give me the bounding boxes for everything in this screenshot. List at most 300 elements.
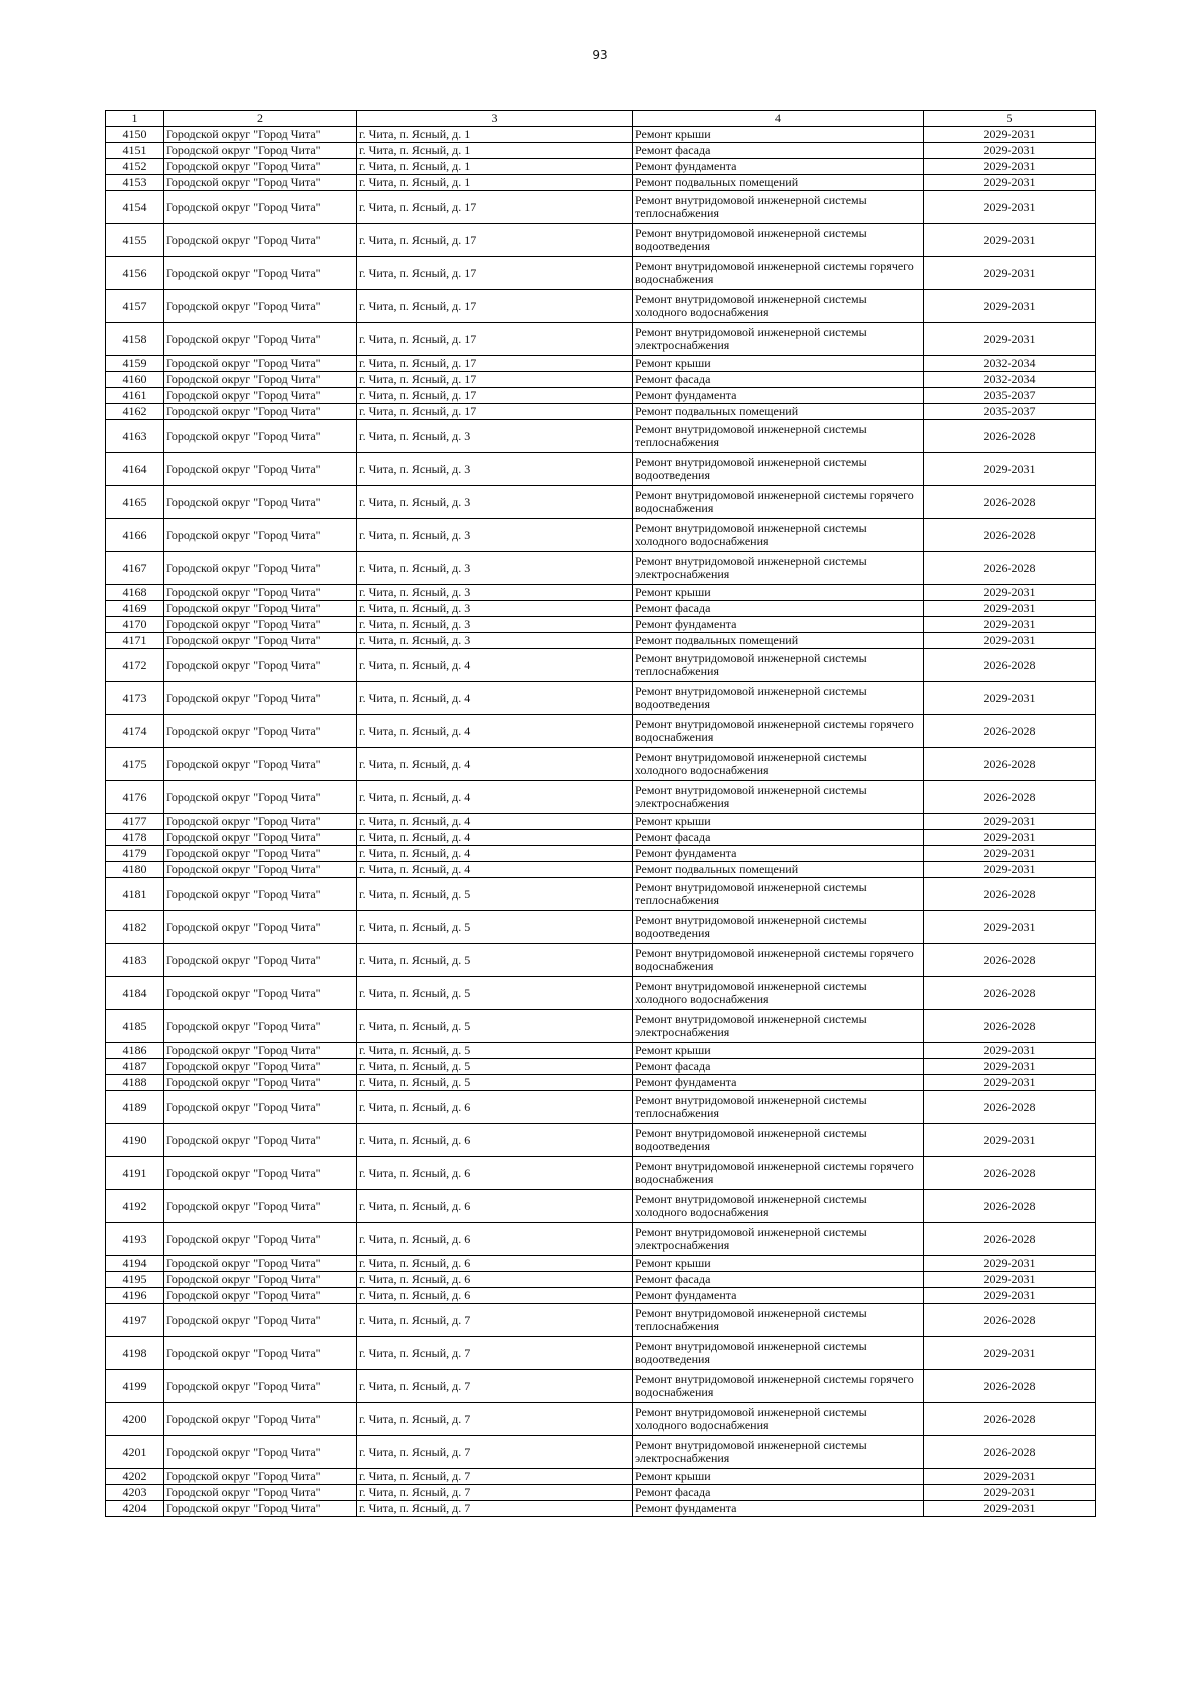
- period-cell: 2029-2031: [924, 159, 1096, 175]
- row-number-cell: 4201: [106, 1436, 164, 1469]
- row-number-cell: 4158: [106, 323, 164, 356]
- row-number-cell: 4173: [106, 682, 164, 715]
- work-type-cell: Ремонт внутридомовой инженерной системы холодного водоснабжения: [633, 977, 924, 1010]
- period-cell: 2029-2031: [924, 1256, 1096, 1272]
- row-number-cell: 4168: [106, 585, 164, 601]
- table-row: [106, 649, 1096, 682]
- period-cell: 2029-2031: [924, 453, 1096, 486]
- table-row: [106, 1010, 1096, 1043]
- municipality-cell: Городской округ "Город Чита": [164, 1436, 357, 1469]
- table-row: [106, 878, 1096, 911]
- row-number-cell: 4154: [106, 191, 164, 224]
- municipality-cell: Городской округ "Город Чита": [164, 649, 357, 682]
- period-cell: 2029-2031: [924, 290, 1096, 323]
- table-row: [106, 257, 1096, 290]
- period-cell: 2026-2028: [924, 1010, 1096, 1043]
- address-cell: г. Чита, п. Ясный, д. 7: [357, 1403, 633, 1436]
- municipality-cell: Городской округ "Город Чита": [164, 1223, 357, 1256]
- row-number-cell: 4196: [106, 1288, 164, 1304]
- row-number-cell: 4194: [106, 1256, 164, 1272]
- municipality-cell: Городской округ "Город Чита": [164, 323, 357, 356]
- period-cell: 2026-2028: [924, 1403, 1096, 1436]
- period-cell: 2032-2034: [924, 372, 1096, 388]
- table-row: [106, 1043, 1096, 1059]
- period-cell: 2026-2028: [924, 519, 1096, 552]
- municipality-cell: Городской округ "Город Чита": [164, 633, 357, 649]
- address-cell: г. Чита, п. Ясный, д. 3: [357, 453, 633, 486]
- work-type-cell: Ремонт фундамента: [633, 1075, 924, 1091]
- row-number-cell: 4153: [106, 175, 164, 191]
- address-cell: г. Чита, п. Ясный, д. 5: [357, 1010, 633, 1043]
- work-type-cell: Ремонт крыши: [633, 814, 924, 830]
- address-cell: г. Чита, п. Ясный, д. 7: [357, 1337, 633, 1370]
- table-row: [106, 1075, 1096, 1091]
- municipality-cell: Городской округ "Город Чита": [164, 1091, 357, 1124]
- address-cell: г. Чита, п. Ясный, д. 5: [357, 878, 633, 911]
- table-row: [106, 781, 1096, 814]
- address-cell: г. Чита, п. Ясный, д. 3: [357, 601, 633, 617]
- table-row: [106, 420, 1096, 453]
- row-number-cell: 4190: [106, 1124, 164, 1157]
- work-type-cell: Ремонт фасада: [633, 143, 924, 159]
- work-type-cell: Ремонт фундамента: [633, 1288, 924, 1304]
- row-number-cell: 4160: [106, 372, 164, 388]
- work-type-cell: Ремонт фундамента: [633, 159, 924, 175]
- work-type-cell: Ремонт внутридомовой инженерной системы горячего водоснабжения: [633, 944, 924, 977]
- table-row: [106, 372, 1096, 388]
- table-row: [106, 143, 1096, 159]
- address-cell: г. Чита, п. Ясный, д. 17: [357, 323, 633, 356]
- table-row: [106, 127, 1096, 143]
- municipality-cell: Городской округ "Город Чита": [164, 420, 357, 453]
- column-header-2: 2: [164, 111, 357, 127]
- table-row: [106, 633, 1096, 649]
- municipality-cell: Городской округ "Город Чита": [164, 224, 357, 257]
- column-header-3: 3: [357, 111, 633, 127]
- table-row: [106, 862, 1096, 878]
- table-row: [106, 1436, 1096, 1469]
- row-number-cell: 4193: [106, 1223, 164, 1256]
- row-number-cell: 4191: [106, 1157, 164, 1190]
- row-number-cell: 4181: [106, 878, 164, 911]
- table-row: [106, 323, 1096, 356]
- row-number-cell: 4202: [106, 1469, 164, 1485]
- table-row: [106, 1256, 1096, 1272]
- period-cell: 2026-2028: [924, 1190, 1096, 1223]
- address-cell: г. Чита, п. Ясный, д. 5: [357, 1075, 633, 1091]
- period-cell: 2026-2028: [924, 420, 1096, 453]
- work-type-cell: Ремонт внутридомовой инженерной системы водоотведения: [633, 1124, 924, 1157]
- row-number-cell: 4170: [106, 617, 164, 633]
- period-cell: 2029-2031: [924, 1337, 1096, 1370]
- row-number-cell: 4152: [106, 159, 164, 175]
- period-cell: 2029-2031: [924, 191, 1096, 224]
- address-cell: г. Чита, п. Ясный, д. 17: [357, 257, 633, 290]
- address-cell: г. Чита, п. Ясный, д. 3: [357, 519, 633, 552]
- row-number-cell: 4162: [106, 404, 164, 420]
- row-number-cell: 4180: [106, 862, 164, 878]
- table-row: [106, 486, 1096, 519]
- period-cell: 2026-2028: [924, 944, 1096, 977]
- table-row: [106, 1501, 1096, 1517]
- address-cell: г. Чита, п. Ясный, д. 4: [357, 830, 633, 846]
- work-type-cell: Ремонт фундамента: [633, 388, 924, 404]
- address-cell: г. Чита, п. Ясный, д. 1: [357, 159, 633, 175]
- work-type-cell: Ремонт крыши: [633, 1256, 924, 1272]
- address-cell: г. Чита, п. Ясный, д. 17: [357, 224, 633, 257]
- work-type-cell: Ремонт внутридомовой инженерной системы водоотведения: [633, 911, 924, 944]
- column-header-5: 5: [924, 111, 1096, 127]
- address-cell: г. Чита, п. Ясный, д. 5: [357, 977, 633, 1010]
- work-type-cell: Ремонт внутридомовой инженерной системы водоотведения: [633, 682, 924, 715]
- table-row: [106, 356, 1096, 372]
- address-cell: г. Чита, п. Ясный, д. 6: [357, 1288, 633, 1304]
- work-type-cell: Ремонт внутридомовой инженерной системы электроснабжения: [633, 1436, 924, 1469]
- work-type-cell: Ремонт внутридомовой инженерной системы водоотведения: [633, 224, 924, 257]
- work-type-cell: Ремонт крыши: [633, 1469, 924, 1485]
- work-type-cell: Ремонт внутридомовой инженерной системы электроснабжения: [633, 781, 924, 814]
- work-type-cell: Ремонт внутридомовой инженерной системы электроснабжения: [633, 552, 924, 585]
- municipality-cell: Городской округ "Город Чита": [164, 830, 357, 846]
- address-cell: г. Чита, п. Ясный, д. 4: [357, 862, 633, 878]
- period-cell: 2029-2031: [924, 814, 1096, 830]
- municipality-cell: Городской округ "Город Чита": [164, 1403, 357, 1436]
- period-cell: 2029-2031: [924, 323, 1096, 356]
- period-cell: 2029-2031: [924, 224, 1096, 257]
- period-cell: 2026-2028: [924, 552, 1096, 585]
- address-cell: г. Чита, п. Ясный, д. 4: [357, 781, 633, 814]
- address-cell: г. Чита, п. Ясный, д. 4: [357, 649, 633, 682]
- work-type-cell: Ремонт крыши: [633, 356, 924, 372]
- work-type-cell: Ремонт внутридомовой инженерной системы холодного водоснабжения: [633, 1403, 924, 1436]
- address-cell: г. Чита, п. Ясный, д. 7: [357, 1469, 633, 1485]
- period-cell: 2029-2031: [924, 862, 1096, 878]
- work-type-cell: Ремонт внутридомовой инженерной системы электроснабжения: [633, 323, 924, 356]
- address-cell: г. Чита, п. Ясный, д. 4: [357, 748, 633, 781]
- row-number-cell: 4169: [106, 601, 164, 617]
- municipality-cell: Городской округ "Город Чита": [164, 748, 357, 781]
- table-row: [106, 1288, 1096, 1304]
- table-row: [106, 453, 1096, 486]
- work-type-cell: Ремонт внутридомовой инженерной системы холодного водоснабжения: [633, 1190, 924, 1223]
- work-type-cell: Ремонт фасада: [633, 1059, 924, 1075]
- address-cell: г. Чита, п. Ясный, д. 3: [357, 486, 633, 519]
- work-type-cell: Ремонт внутридомовой инженерной системы теплоснабжения: [633, 420, 924, 453]
- column-header-1: 1: [106, 111, 164, 127]
- municipality-cell: Городской округ "Город Чита": [164, 1288, 357, 1304]
- work-type-cell: Ремонт подвальных помещений: [633, 404, 924, 420]
- municipality-cell: Городской округ "Город Чита": [164, 1124, 357, 1157]
- table-row: [106, 911, 1096, 944]
- period-cell: 2026-2028: [924, 1436, 1096, 1469]
- municipality-cell: Городской округ "Город Чита": [164, 846, 357, 862]
- work-type-cell: Ремонт внутридомовой инженерной системы горячего водоснабжения: [633, 257, 924, 290]
- row-number-cell: 4204: [106, 1501, 164, 1517]
- period-cell: 2026-2028: [924, 1157, 1096, 1190]
- work-type-cell: Ремонт внутридомовой инженерной системы теплоснабжения: [633, 649, 924, 682]
- work-type-cell: Ремонт внутридомовой инженерной системы водоотведения: [633, 1337, 924, 1370]
- address-cell: г. Чита, п. Ясный, д. 4: [357, 682, 633, 715]
- municipality-cell: Городской округ "Город Чита": [164, 862, 357, 878]
- period-cell: 2026-2028: [924, 1304, 1096, 1337]
- address-cell: г. Чита, п. Ясный, д. 3: [357, 585, 633, 601]
- row-number-cell: 4174: [106, 715, 164, 748]
- work-type-cell: Ремонт внутридомовой инженерной системы электроснабжения: [633, 1223, 924, 1256]
- period-cell: 2026-2028: [924, 977, 1096, 1010]
- row-number-cell: 4172: [106, 649, 164, 682]
- work-type-cell: Ремонт фасада: [633, 372, 924, 388]
- period-cell: 2029-2031: [924, 257, 1096, 290]
- address-cell: г. Чита, п. Ясный, д. 17: [357, 191, 633, 224]
- table-row: [106, 830, 1096, 846]
- period-cell: 2029-2031: [924, 830, 1096, 846]
- address-cell: г. Чита, п. Ясный, д. 3: [357, 617, 633, 633]
- municipality-cell: Городской округ "Город Чита": [164, 682, 357, 715]
- row-number-cell: 4171: [106, 633, 164, 649]
- municipality-cell: Городской округ "Город Чита": [164, 143, 357, 159]
- period-cell: 2029-2031: [924, 617, 1096, 633]
- row-number-cell: 4176: [106, 781, 164, 814]
- period-cell: 2029-2031: [924, 1059, 1096, 1075]
- table-row: [106, 1337, 1096, 1370]
- table-row: [106, 1190, 1096, 1223]
- work-type-cell: Ремонт внутридомовой инженерной системы холодного водоснабжения: [633, 748, 924, 781]
- row-number-cell: 4167: [106, 552, 164, 585]
- row-number-cell: 4157: [106, 290, 164, 323]
- period-cell: 2029-2031: [924, 1469, 1096, 1485]
- table-row: [106, 585, 1096, 601]
- row-number-cell: 4175: [106, 748, 164, 781]
- row-number-cell: 4195: [106, 1272, 164, 1288]
- table-row: [106, 682, 1096, 715]
- address-cell: г. Чита, п. Ясный, д. 5: [357, 944, 633, 977]
- work-type-cell: Ремонт фасада: [633, 1485, 924, 1501]
- address-cell: г. Чита, п. Ясный, д. 5: [357, 1059, 633, 1075]
- period-cell: 2029-2031: [924, 633, 1096, 649]
- table-row: [106, 224, 1096, 257]
- table-row: [106, 1059, 1096, 1075]
- row-number-cell: 4203: [106, 1485, 164, 1501]
- municipality-cell: Городской округ "Город Чита": [164, 175, 357, 191]
- address-cell: г. Чита, п. Ясный, д. 17: [357, 388, 633, 404]
- address-cell: г. Чита, п. Ясный, д. 1: [357, 127, 633, 143]
- period-cell: 2026-2028: [924, 1091, 1096, 1124]
- page-number: 93: [592, 48, 608, 62]
- period-cell: 2029-2031: [924, 1043, 1096, 1059]
- table-row: [106, 846, 1096, 862]
- municipality-cell: Городской округ "Город Чита": [164, 1256, 357, 1272]
- table-row: [106, 1403, 1096, 1436]
- work-type-cell: Ремонт подвальных помещений: [633, 175, 924, 191]
- row-number-cell: 4199: [106, 1370, 164, 1403]
- row-number-cell: 4187: [106, 1059, 164, 1075]
- work-type-cell: Ремонт внутридомовой инженерной системы горячего водоснабжения: [633, 1157, 924, 1190]
- period-cell: 2029-2031: [924, 911, 1096, 944]
- table-row: [106, 552, 1096, 585]
- period-cell: 2029-2031: [924, 175, 1096, 191]
- period-cell: 2029-2031: [924, 1272, 1096, 1288]
- row-number-cell: 4159: [106, 356, 164, 372]
- table-row: [106, 175, 1096, 191]
- work-type-cell: Ремонт крыши: [633, 1043, 924, 1059]
- row-number-cell: 4188: [106, 1075, 164, 1091]
- period-cell: 2035-2037: [924, 404, 1096, 420]
- address-cell: г. Чита, п. Ясный, д. 17: [357, 372, 633, 388]
- work-type-cell: Ремонт крыши: [633, 127, 924, 143]
- row-number-cell: 4184: [106, 977, 164, 1010]
- address-cell: г. Чита, п. Ясный, д. 17: [357, 404, 633, 420]
- address-cell: г. Чита, п. Ясный, д. 3: [357, 420, 633, 453]
- municipality-cell: Городской округ "Город Чита": [164, 911, 357, 944]
- municipality-cell: Городской округ "Город Чита": [164, 453, 357, 486]
- work-type-cell: Ремонт внутридомовой инженерной системы теплоснабжения: [633, 1091, 924, 1124]
- work-type-cell: Ремонт фундамента: [633, 1501, 924, 1517]
- address-cell: г. Чита, п. Ясный, д. 17: [357, 356, 633, 372]
- address-cell: г. Чита, п. Ясный, д. 6: [357, 1256, 633, 1272]
- table-row: [106, 1223, 1096, 1256]
- period-cell: 2032-2034: [924, 356, 1096, 372]
- row-number-cell: 4164: [106, 453, 164, 486]
- municipality-cell: Городской округ "Город Чита": [164, 617, 357, 633]
- table-row: [106, 519, 1096, 552]
- municipality-cell: Городской округ "Город Чита": [164, 519, 357, 552]
- municipality-cell: Городской округ "Город Чита": [164, 1043, 357, 1059]
- work-type-cell: Ремонт внутридомовой инженерной системы холодного водоснабжения: [633, 290, 924, 323]
- period-cell: 2029-2031: [924, 1075, 1096, 1091]
- period-cell: 2029-2031: [924, 585, 1096, 601]
- row-number-cell: 4198: [106, 1337, 164, 1370]
- municipality-cell: Городской округ "Город Чита": [164, 1370, 357, 1403]
- work-type-cell: Ремонт крыши: [633, 585, 924, 601]
- work-type-cell: Ремонт внутридомовой инженерной системы водоотведения: [633, 453, 924, 486]
- address-cell: г. Чита, п. Ясный, д. 7: [357, 1485, 633, 1501]
- period-cell: 2029-2031: [924, 1124, 1096, 1157]
- table-row: [106, 388, 1096, 404]
- work-type-cell: Ремонт фасада: [633, 601, 924, 617]
- address-cell: г. Чита, п. Ясный, д. 4: [357, 846, 633, 862]
- address-cell: г. Чита, п. Ясный, д. 1: [357, 175, 633, 191]
- address-cell: г. Чита, п. Ясный, д. 7: [357, 1501, 633, 1517]
- row-number-cell: 4197: [106, 1304, 164, 1337]
- row-number-cell: 4189: [106, 1091, 164, 1124]
- municipality-cell: Городской округ "Город Чита": [164, 290, 357, 323]
- table-row: [106, 1370, 1096, 1403]
- municipality-cell: Городской округ "Город Чита": [164, 878, 357, 911]
- table-row: [106, 404, 1096, 420]
- address-cell: г. Чита, п. Ясный, д. 1: [357, 143, 633, 159]
- table-row: [106, 617, 1096, 633]
- period-cell: 2029-2031: [924, 601, 1096, 617]
- table-row: [106, 601, 1096, 617]
- row-number-cell: 4165: [106, 486, 164, 519]
- municipality-cell: Городской округ "Город Чита": [164, 388, 357, 404]
- table-row: [106, 290, 1096, 323]
- column-header-4: 4: [633, 111, 924, 127]
- table-row: [106, 748, 1096, 781]
- table-row: [106, 1272, 1096, 1288]
- municipality-cell: Городской округ "Город Чита": [164, 127, 357, 143]
- table-row: [106, 1485, 1096, 1501]
- period-cell: 2026-2028: [924, 1370, 1096, 1403]
- work-type-cell: Ремонт фасада: [633, 830, 924, 846]
- municipality-cell: Городской округ "Город Чита": [164, 486, 357, 519]
- address-cell: г. Чита, п. Ясный, д. 4: [357, 814, 633, 830]
- municipality-cell: Городской округ "Город Чита": [164, 585, 357, 601]
- address-cell: г. Чита, п. Ясный, д. 4: [357, 715, 633, 748]
- row-number-cell: 4155: [106, 224, 164, 257]
- table-row: [106, 944, 1096, 977]
- address-cell: г. Чита, п. Ясный, д. 6: [357, 1190, 633, 1223]
- row-number-cell: 4161: [106, 388, 164, 404]
- table-row: [106, 1157, 1096, 1190]
- table-row: [106, 977, 1096, 1010]
- work-type-cell: Ремонт фасада: [633, 1272, 924, 1288]
- address-cell: г. Чита, п. Ясный, д. 6: [357, 1272, 633, 1288]
- work-type-cell: Ремонт внутридомовой инженерной системы электроснабжения: [633, 1010, 924, 1043]
- row-number-cell: 4179: [106, 846, 164, 862]
- address-cell: г. Чита, п. Ясный, д. 6: [357, 1124, 633, 1157]
- row-number-cell: 4151: [106, 143, 164, 159]
- row-number-cell: 4182: [106, 911, 164, 944]
- period-cell: 2026-2028: [924, 649, 1096, 682]
- address-cell: г. Чита, п. Ясный, д. 7: [357, 1370, 633, 1403]
- municipality-cell: Городской округ "Город Чита": [164, 1501, 357, 1517]
- period-cell: 2026-2028: [924, 715, 1096, 748]
- address-cell: г. Чита, п. Ясный, д. 3: [357, 552, 633, 585]
- address-cell: г. Чита, п. Ясный, д. 6: [357, 1223, 633, 1256]
- municipality-cell: Городской округ "Город Чита": [164, 715, 357, 748]
- work-type-cell: Ремонт внутридомовой инженерной системы горячего водоснабжения: [633, 1370, 924, 1403]
- municipality-cell: Городской округ "Город Чита": [164, 1190, 357, 1223]
- address-cell: г. Чита, п. Ясный, д. 7: [357, 1304, 633, 1337]
- table-row: [106, 159, 1096, 175]
- period-cell: 2026-2028: [924, 878, 1096, 911]
- municipality-cell: Городской округ "Город Чита": [164, 1469, 357, 1485]
- municipality-cell: Городской округ "Город Чита": [164, 781, 357, 814]
- municipality-cell: Городской округ "Город Чита": [164, 814, 357, 830]
- row-number-cell: 4183: [106, 944, 164, 977]
- municipality-cell: Городской округ "Город Чита": [164, 1485, 357, 1501]
- municipality-cell: Городской округ "Город Чита": [164, 1304, 357, 1337]
- municipality-cell: Городской округ "Город Чита": [164, 1059, 357, 1075]
- municipality-cell: Городской округ "Город Чита": [164, 1272, 357, 1288]
- work-type-cell: Ремонт подвальных помещений: [633, 862, 924, 878]
- period-cell: 2029-2031: [924, 846, 1096, 862]
- row-number-cell: 4156: [106, 257, 164, 290]
- work-type-cell: Ремонт фундамента: [633, 846, 924, 862]
- municipality-cell: Городской округ "Город Чита": [164, 356, 357, 372]
- municipality-cell: Городской округ "Город Чита": [164, 1337, 357, 1370]
- work-type-cell: Ремонт внутридомовой инженерной системы теплоснабжения: [633, 878, 924, 911]
- period-cell: 2026-2028: [924, 1223, 1096, 1256]
- period-cell: 2026-2028: [924, 781, 1096, 814]
- table-row: [106, 715, 1096, 748]
- table-row: [106, 1469, 1096, 1485]
- municipality-cell: Городской округ "Город Чита": [164, 1010, 357, 1043]
- address-cell: г. Чита, п. Ясный, д. 17: [357, 290, 633, 323]
- table-row: [106, 191, 1096, 224]
- municipality-cell: Городской округ "Город Чита": [164, 257, 357, 290]
- work-type-cell: Ремонт внутридомовой инженерной системы теплоснабжения: [633, 1304, 924, 1337]
- work-type-cell: Ремонт внутридомовой инженерной системы горячего водоснабжения: [633, 715, 924, 748]
- work-type-cell: Ремонт фундамента: [633, 617, 924, 633]
- work-type-cell: Ремонт внутридомовой инженерной системы холодного водоснабжения: [633, 519, 924, 552]
- table-row: [106, 1091, 1096, 1124]
- header-row: [106, 111, 1096, 127]
- municipality-cell: Городской округ "Город Чита": [164, 601, 357, 617]
- address-cell: г. Чита, п. Ясный, д. 5: [357, 1043, 633, 1059]
- municipality-cell: Городской округ "Город Чита": [164, 1157, 357, 1190]
